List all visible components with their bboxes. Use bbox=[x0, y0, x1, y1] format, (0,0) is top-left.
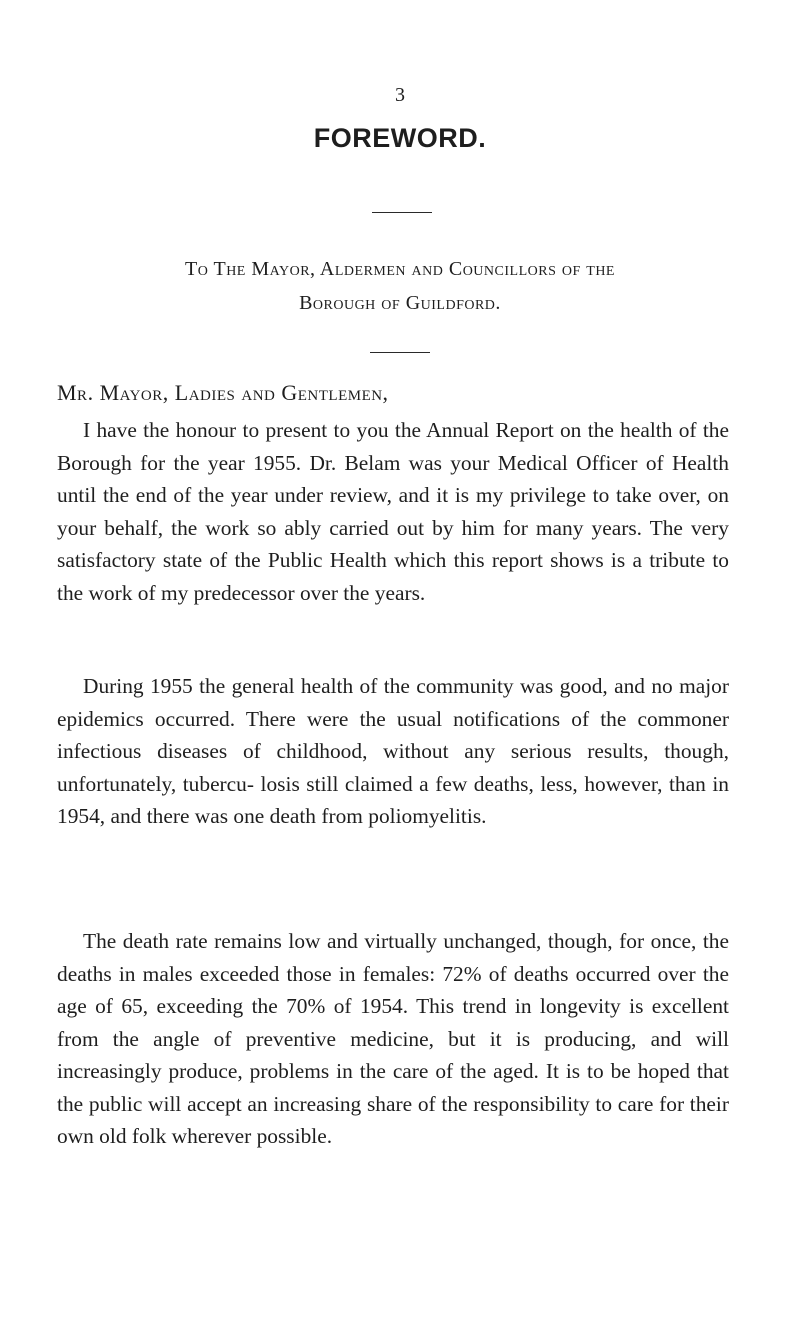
body-paragraph-1: I have the honour to present to you the Annual Report on the health of the Borough for the year 1955. Dr. Belam was your Medical Officer of Health until the end of the year under review, and it is my privilege to take over, on your behalf, the work so ably carried out by him for many years. The very satisfactory state of the Public Health which this report shows is a tribute to the work of my predecessor over the years. bbox=[57, 418, 729, 605]
address-line-1: To The Mayor, Aldermen and Councillors of the bbox=[185, 258, 615, 280]
page-number: 3 bbox=[395, 84, 405, 106]
salutation: Mr. Mayor, Ladies and Gentlemen, bbox=[57, 380, 389, 405]
body-paragraph-2: During 1955 the general health of the community was good, and no major epidemics occurred. There were the usual notifications of the commoner infectious diseases of childhood, without any serious results, though, unfortunately, tubercu- losis still claimed a few deaths, less, however, than in 1954, and there was one death from poliomyelitis. bbox=[57, 674, 729, 828]
divider-rule-bottom bbox=[370, 352, 430, 353]
address-block bbox=[0, 252, 800, 320]
body-paragraph-3: The death rate remains low and virtually unchanged, though, for once, the deaths in males exceeded those in females: 72% of deaths occurred over the age of 65, exceeding the 70% of 1954. This trend in longevity is excellent from the angle of preventive medicine, but it is producing, and will increasingly produce, problems in the care of the aged. It is to be hoped that the public will accept an increasing share of the responsibility to care for their own old folk wherever possible. bbox=[57, 929, 729, 1148]
page-title: FOREWORD. bbox=[313, 123, 487, 153]
divider-rule-top bbox=[372, 212, 432, 213]
address-line-2: Borough of Guildford. bbox=[299, 292, 501, 314]
